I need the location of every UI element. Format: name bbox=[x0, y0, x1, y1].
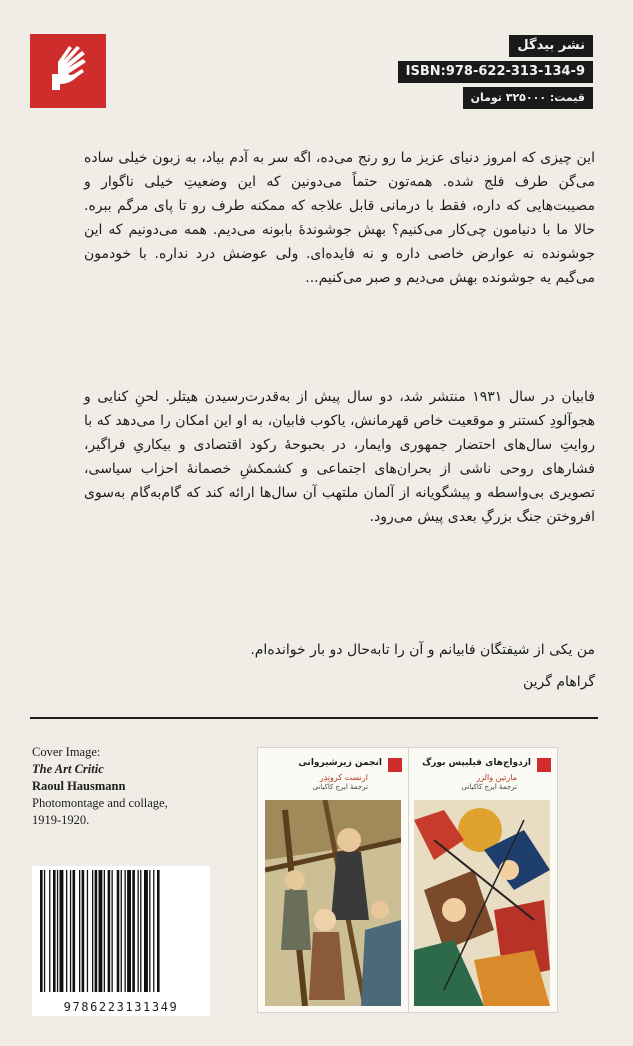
related-book-title: ازدواج‌های فیلیپس بورگ bbox=[422, 758, 531, 768]
cover-medium: Photomontage and collage, bbox=[32, 796, 168, 810]
publisher-logo bbox=[30, 34, 106, 108]
related-book-translator: ترجمهٔ ایرج کاکیانی bbox=[312, 783, 368, 791]
cover-artist: Raoul Hausmann bbox=[32, 779, 126, 793]
divider bbox=[30, 717, 598, 719]
related-book-author: مارتین والزر bbox=[476, 773, 517, 782]
barcode-digits: 9786223131349 bbox=[63, 1000, 179, 1014]
endorsement-author: گراهام گرین bbox=[523, 674, 595, 690]
publisher-mini-logo bbox=[388, 758, 402, 772]
publisher-mini-logo bbox=[537, 758, 551, 772]
price: قیمت: ۳۲۵۰۰۰ تومان bbox=[463, 87, 593, 109]
related-book-title: انجمن زیرشیروانی bbox=[298, 758, 382, 768]
endorsement-quote: من یکی از شیفتگان فابیانم و آن را تابه‌حال دو بار خوانده‌ام. bbox=[250, 642, 595, 658]
blurb-paragraph-1: این چیزی که امروز دنیای عزیز ما رو رنج می‌ده، اگه سر به آدم بیاد، به زبون خیلی ساده می‌گن طرف فلج شده. همه‌تون حتماً می‌دونین که این وضعیتِ خیلی ناگوار و مصیبت‌هایی که داره، فقط با درمانی قابل علاجه که ممکنه طرف رو تا پای مرگم ببره. حالا ما با دنیامون چی‌کار می‌کنیم؟ بهش جوشوندهٔ بابونه می‌دیم. همه می‌دونیم که این جوشونده نه عوارض خاصی داره و نه فایده‌ای. ولی عوضش درد نداره. با خودمون می‌گیم یه جوشونده بهش می‌دیم و صبر می‌کنیم... bbox=[84, 150, 595, 286]
endorsement bbox=[84, 637, 595, 695]
barcode-bars bbox=[40, 870, 202, 992]
related-book-author: ارنست کرونِدِر bbox=[319, 773, 368, 782]
bidgol-hand-icon bbox=[30, 34, 106, 108]
publisher-info bbox=[365, 35, 593, 113]
cover-credit bbox=[32, 744, 232, 829]
related-book-cover-art bbox=[414, 800, 550, 1006]
publisher-name: نشر بیدگل bbox=[509, 35, 593, 57]
related-book-translator: ترجمهٔ ایرج کاکیانی bbox=[461, 783, 517, 791]
blurb-paragraph-2: فابیان در سال ۱۹۳۱ منتشر شد، دو سال پیش از به‌قدرت‌رسیدن هیتلر. لحنِ کنایی و هجوآلودِ کستنر و موقعیت خاص قهرمانش، یاکوب فابیان، به او این امکان را می‌دهد که با روایتِ سال‌های احتضار جمهوری وایمار، در بحبوحهٔ رکود اقتصادی و بیکاریِ فراگیر، فشارهای روحی ناشی از بحران‌های اجتماعی و کشمکشِ خصمانهٔ احزاب سیاسی، تصویری بی‌واسطه و پیشگویانه از آلمان ملتهب آن سال‌ها ارائه کند که گام‌به‌گام به‌سوی افروختن جنگ بزرگِ بعدی پیش می‌رود. bbox=[84, 389, 595, 525]
barcode bbox=[32, 866, 210, 1016]
cover-credit-label: Cover Image: bbox=[32, 745, 101, 759]
isbn: ISBN:978-622-313-134-9 bbox=[398, 61, 593, 83]
cover-artwork-title: The Art Critic bbox=[32, 762, 104, 776]
cover-years: 1919-1920. bbox=[32, 813, 90, 827]
related-book-card bbox=[257, 747, 409, 1013]
related-book-cover-art bbox=[265, 800, 401, 1006]
related-book-card bbox=[406, 747, 558, 1013]
